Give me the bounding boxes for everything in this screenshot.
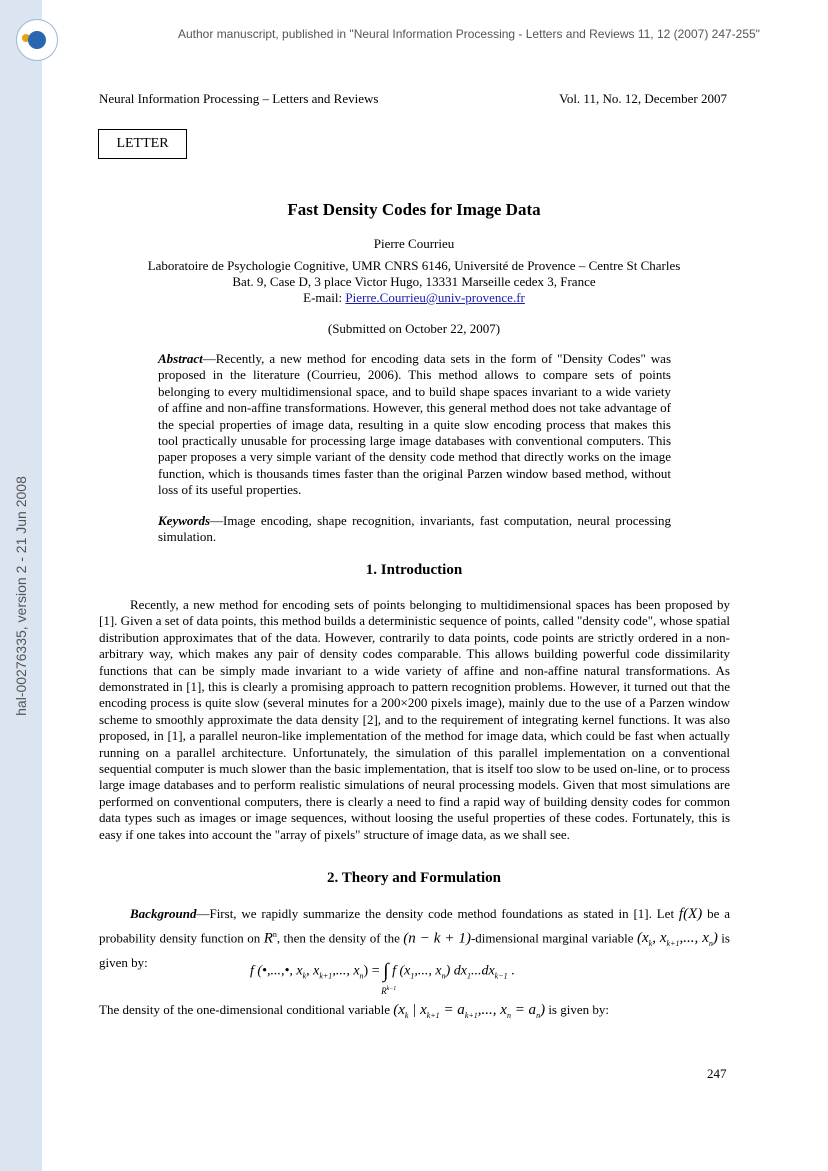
background-text-3: , then the density of the (276, 929, 404, 945)
eq-lhs-k1: k+1 (319, 971, 333, 981)
hal-archive-logo-icon (16, 19, 58, 61)
eq-rhs-end: . (507, 963, 515, 979)
hal-identifier: hal-00276335, version 2 - 21 Jun 2008 (13, 476, 29, 716)
mv-mid: , x (652, 929, 667, 946)
integral-group (381, 960, 397, 996)
mv-sub-k: k (648, 938, 653, 948)
cv-eq2: = a (510, 1002, 537, 1018)
integral-sign: ∫ (383, 960, 389, 982)
cv-open: (x (393, 1002, 405, 1018)
email-link[interactable]: Pierre.Courrieu@univ-provence.fr (345, 290, 525, 305)
marginal-variable (637, 930, 718, 946)
cv-k: k (404, 1011, 409, 1020)
eq-rhs-dxk: k−1 (494, 971, 508, 981)
cv-a1: k+1 (464, 1011, 478, 1020)
conditional-variable (393, 1002, 545, 1018)
paper-title: Fast Density Codes for Image Data (287, 200, 541, 219)
eq-lhs: f (•,...,•, x (250, 963, 303, 979)
section-1-heading: 1. Introduction (365, 562, 463, 578)
keywords-label: Keywords (158, 513, 210, 528)
keywords-text: —Image encoding, shape recognition, invariants, fast computation, neural processing simulation. (158, 513, 671, 545)
eq-rhs-dx1: 1 (466, 971, 471, 981)
background-text-2: be a probability density function on (99, 906, 731, 945)
integral-domain-sup: k−1 (386, 986, 397, 992)
cv-bar: | x (408, 1002, 427, 1018)
affiliation-line-2: Bat. 9, Case D, 3 place Victor Hugo, 13331 Marseille cedex 3, France (232, 274, 596, 289)
eq-lhs-end: ,..., x (332, 963, 360, 979)
abstract-paragraph (158, 351, 671, 499)
running-header-volume: Vol. 11, No. 12, December 2007 (559, 91, 727, 106)
author-name: Pierre Courrieu (373, 236, 455, 251)
cv-close: ) (540, 1002, 546, 1018)
eq-lhs-n: n (359, 971, 364, 981)
eq-lhs-k: k (302, 971, 307, 981)
background-text-1: —First, we rapidly summarize the density code method foundations as stated in [1]. Let (196, 906, 679, 921)
eq-rhs-n: n (441, 971, 446, 981)
marginal-density-equation (250, 960, 515, 996)
marginal-dimension: (n − k + 1) (403, 929, 471, 946)
mv-sub-k1: k+1 (666, 938, 680, 948)
eq-rhs: f (x (392, 963, 411, 979)
page-number: 247 (707, 1066, 727, 1081)
cv-an: n (536, 1011, 541, 1020)
affiliation-line-1: Laboratoire de Psychologie Cognitive, UMR CNRS 6146, Université de Provence – Centre St Charles (147, 258, 681, 273)
submission-date: (Submitted on October 22, 2007) (327, 321, 501, 336)
eq-lhs-close: ) = (363, 963, 384, 979)
cv-eq: = a (439, 1002, 465, 1018)
eq-rhs-mid: ,..., x (414, 963, 442, 979)
cv-k1: k+1 (426, 1011, 440, 1020)
cond-text-2: is given by: (545, 1002, 609, 1017)
keywords-paragraph (158, 513, 671, 546)
mv-open: (x (636, 929, 649, 946)
space-symbol: R (263, 929, 273, 946)
abstract-text: —Recently, a new method for encoding data sets in the form of "Density Codes" was proposed in the literature (Courrieu, 2006). This method allows to compare sets of points belonging to every multidimensional space, and to build shape spaces invariant to a wide variety of affine and non-affine transformations. However, this general method does not take advantage of the special properties of image data, resulting in a quite slow encoding process that makes this tool practically unusable for processing large image databases with conventional computers. This paper proposes a very simple variant of the density code method that directly works on the image function, which is thousands times faster than the original Parzen window based method, without loss of its useful properties. (158, 351, 671, 498)
conditional-density-line (99, 1002, 609, 1020)
background-label: Background (130, 906, 197, 921)
email-label: E-mail: (303, 290, 346, 305)
hal-logo-center (28, 31, 46, 49)
eq-rhs-dx: ) dx (445, 963, 467, 979)
background-text-5: is given by: (99, 929, 730, 971)
density-function-symbol: f(X) (678, 906, 703, 922)
cv-n: n (506, 1011, 511, 1020)
space-dimension: n (272, 929, 277, 939)
eq-rhs-dots: ...dx (470, 963, 495, 979)
cond-text-1: The density of the one-dimensional conditional variable (99, 1002, 394, 1017)
email-line (0, 290, 828, 306)
section-2-heading: 2. Theory and Formulation (327, 870, 501, 886)
mv-close: ) (712, 929, 718, 946)
letter-label-box: LETTER (98, 129, 187, 159)
author-manuscript-note: Author manuscript, published in "Neural Information Processing - Letters and Reviews 11, 12 (2007) 247-255" (178, 27, 760, 41)
background-text-4: -dimensional marginal variable (470, 929, 637, 945)
integral-domain-r: R (381, 986, 387, 996)
eq-lhs-mid: , x (306, 963, 320, 979)
mv-end: ,..., x (679, 929, 709, 946)
introduction-paragraph: Recently, a new method for encoding sets of points belonging to multidimensional spaces has been proposed by [1]. Given a set of data points, this method builds a deterministic sequence of points, called "density code", whose spatial distribution approximates that of the data. However, contrarily to data points, code points are strictly ordered in a non-arbitrary way, which makes any pair of density codes comparable. This allows building powerful code dissimilarity functions that can be simply made invariant to a wide variety of affine and non-affine natural transformations. As demonstrated in [1], this is clearly a promising approach to pattern recognition problems. However, it turned out that the encoding process is quite slow (several minutes for a 200×200 pixels image), mainly due to the use of a Parzen window scheme to smoothly approximate the data density [2], and to the requirement of integrating kernel functions. It was also proposed, in [1], a parallel neuron-like implementation of the method for image data, which could be fast when actually running on a parallel architecture. Unfortunately, the simulation of this parallel implementation on a conventional sequential computer is much slower than the basic implementation, that is itself too slow to be used on-line, or to process large image databases and to perform realistic simulations of neural processing models. Given that most simulations are performed on conventional computers, there is clearly a need to find a rapid way of building density codes for common data types such as images or image sequences, without loosing the useful properties of these codes. Fortunately, this is easy if one takes into account the "array of pixels" structure of image data, as we shall see. (99, 597, 730, 842)
cv-dots: ,..., x (477, 1002, 507, 1018)
integral-domain (381, 986, 396, 996)
abstract-label: Abstract (158, 351, 203, 366)
eq-rhs-1: 1 (410, 971, 415, 981)
mv-sub-n: n (708, 938, 713, 948)
running-header-journal: Neural Information Processing – Letters and Reviews (99, 91, 379, 106)
